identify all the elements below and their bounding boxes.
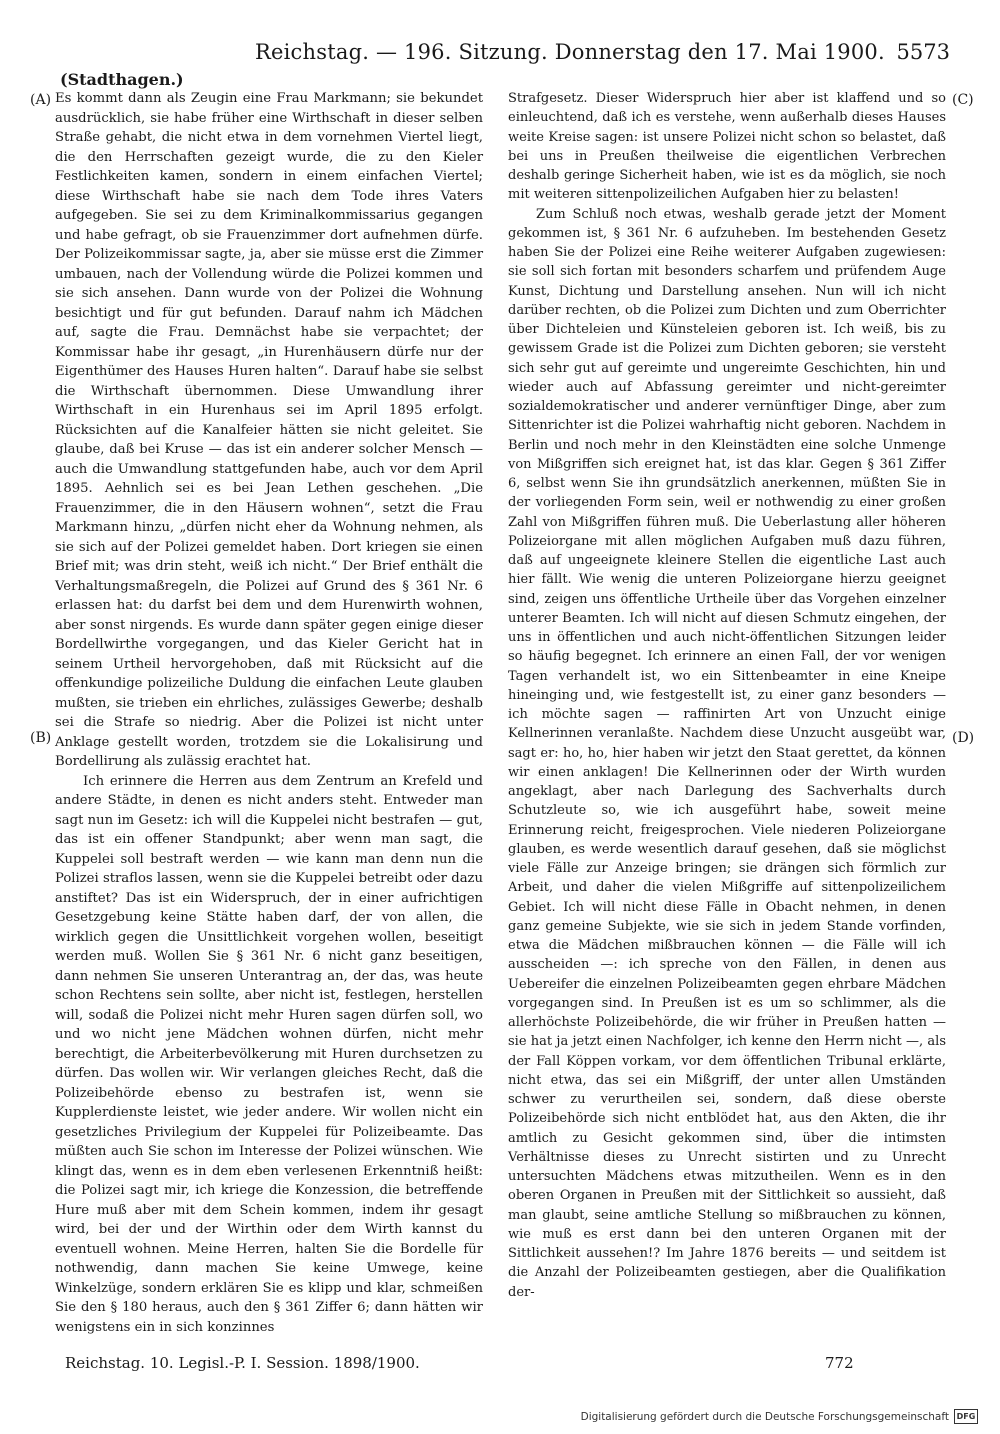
- left-paragraph-2: Ich erinnere die Herren aus dem Zentrum an Krefeld und andere Städte, in denen es nicht anders steht. Entweder man sagt nun im Gesetz: ich will die Kuppelei nicht bestrafen — gut, das ist ein offener Standpunkt; aber wenn man sagt, die Kuppelei soll bestraft werden — wie kann man denn nun die Polizei straflos lassen, wenn sie die Kuppelei betreibt oder dazu anstiftet? Das ist ein Widerspruch, der in einer aufrichtigen Gesetzgebung keine Stätte haben darf, der von allen, die wirklich gegen die Unsittlichkeit vorgehen wollen, beseitigt werden muß. Wollen Sie § 361 Nr. 6 nicht ganz beseitigen, dann nehmen Sie unseren Unterantrag an, der das, was heute schon Rechtens sein sollte, aber nicht ist, festlegen, herstellen will, sodaß die Polizei nicht mehr Huren sagen dürfen soll, wo und wo nicht jene Mädchen wohnen dürfen, nicht mehr berechtigt, die Arbeiterbevölkerung mit Huren durchsetzen zu dürfen. Das wollen wir. Wir verlangen gleiches Recht, daß die Polizeibehörde ebenso zu bestrafen ist, wenn sie Kupplerdienste leistet, wie jeder andere. Wir wollen nicht ein gesetzliches Privilegium der Kuppelei für Polizeibeamte. Das müßten auch Sie schon im Interesse der Polizei wünschen. Wie klingt das, wenn es in dem eben verlesenen Erkenntniß heißt: die Polizei sagt mir, ich kriege die Konzession, die betreffende Hure muß aber mit dem Schein kommen, indem ihr gesagt wird, bei der und der Wirthin oder dem Wirth kannst du eventuell wohnen. Meine Herren, halten Sie die Bordelle für nothwendig, dann machen Sie keine Umwege, keine Winkelzüge, sondern erklären Sie es klipp und klar, schmeißen Sie den § 180 heraus, auch den § 361 Ziffer 6; dann hätten wir wenigstens ein in sich konzinnes: [55, 773, 483, 1335]
- dfg-logo-icon: DFG: [954, 1409, 978, 1424]
- header-title: Reichstag. — 196. Sitzung. Donnerstag den 17. Mai 1900.: [255, 40, 885, 64]
- margin-marker-a: (A): [30, 92, 52, 108]
- margin-marker-d: (D): [952, 730, 975, 746]
- footer-session-info: Reichstag. 10. Legisl.-P. I. Session. 1898/1900.: [65, 1354, 420, 1372]
- page-header: [60, 40, 950, 70]
- margin-marker-b: (B): [30, 730, 52, 746]
- speaker-name: (Stadthagen.): [60, 70, 184, 89]
- left-paragraph-1: Es kommt dann als Zeugin eine Frau Markmann; sie bekundet ausdrücklich, sie habe früher eine Wirthschaft in dieser selben Straße gehabt, die nicht etwa in dem vornehmen Viertel liegt, die den Herrschaften gezeigt wurde, die zu den Kieler Festlichkeiten kamen, sondern in einem einfachen Viertel; diese Wirthschaft habe sie nach dem Tode ihres Vaters aufgegeben. Sie sei zu dem Kriminalkommissarius gegangen und habe gefragt, ob sie Frauenzimmer dort aufnehmen dürfe. Der Polizeikommissar sagte, ja, aber sie müsse erst die Zimmer umbauen, nach der Vollendung würde die Polizei kommen und sie sich ansehen. Dann wurde von der Polizei die Wohnung besichtigt und für gut befunden. Darauf nahm ich Mädchen auf, sagte die Frau. Demnächst habe sie verpachtet; der Kommissar habe ihr gesagt, „in Hurenhäusern dürfe nur der Eigenthümer des Hauses Huren halten“. Darauf habe sie selbst die Wirthschaft übernommen. Diese Umwandlung ihrer Wirthschaft in ein Hurenhaus sei im April 1895 erfolgt. Rücksichten auf die Kanalfeier hätten sie nicht geleitet. Sie glaube, daß bei Kruse — das ist ein anderer solcher Mensch — auch die Umwandlung stattgefunden habe, auch vor dem April 1895. Aehnlich sei es bei Jean Lethen geschehen. „Die Frauenzimmer, die in den Häusern wohnen“, setzt die Frau Markmann hinzu, „dürfen nicht eher da Wohnung nehmen, als sie sich auf der Polizei gemeldet haben. Dort kriegen sie einen Brief mit; was drin steht, weiß ich nicht.“ Der Brief enthält die Verhaltungsmaßregeln, die Polizei auf Grund des § 361 Nr. 6 erlassen hat: du darfst bei dem und dem Hurenwirth wohnen, aber sonst nirgends. Es wurde dann später gegen einige dieser Bordellwirthe vorgegangen, und das Kieler Gericht hat in seinem Urtheil hervorgehoben, daß mit Rücksicht auf die offenkundige polizeiliche Duldung die einfachen Leute glauben mußten, sie trieben ein ehrliches, zulässiges Gewerbe; deshalb sei die Strafe so niedrig. Aber die Polizei ist nicht unter Anklage gestellt worden, trotzdem sie die Lokalisirung und Bordellirung als zulässig erachtet hat.: [55, 91, 483, 769]
- right-paragraph-2: Zum Schluß noch etwas, weshalb gerade jetzt der Moment gekommen ist, § 361 Nr. 6 aufzuheben. Im bestehenden Gesetz haben Sie der Polizei eine Reihe weiterer Aufgaben zugewiesen: sie soll sich fortan mit besonders scharfem und prüfendem Auge Kunst, Dichtung und Darstellung ansehen. Nun will ich nicht darüber rechten, ob die Polizei zum Dichten und zum Oberrichter über Dichteleien und Künsteleien geboren ist. Ich weiß, bis zu gewissem Grade ist die Polizei zum Dichten geboren; sie versteht sich sehr gut auf gereimte und ungereimte Geschichten, hin und wieder auch auf Abfassung gereimter und nicht-gereimter sozialdemokratischer und anderer vernünftiger Dinge, aber zum Sittenrichter ist die Polizei wahrhaftig nicht geboren. Nachdem in Berlin und noch mehr in den Kleinstädten eine solche Unmenge von Mißgriffen sich ereignet hat, ist das klar. Gegen § 361 Ziffer 6, selbst wenn Sie ihn grundsätzlich anerkennen, müßten Sie in der vorliegenden Form sein, weil er nothwendig zu einer großen Zahl von Mißgriffen führen muß. Die Ueberlastung aller höheren Polizeiorgane mit allen möglichen Aufgaben muß dazu führen, daß auf ungeeignete kleinere Stellen die eigentliche Last auch hier fällt. Wie wenig die unteren Polizeiorgane hierzu geeignet sind, zeigen uns öffentliche Urtheile über das Vorgehen einzelner unterer Beamten. Ich will nicht auf diesen Schmutz eingehen, der uns in öffentlichen und auch nicht-öffentlichen Sitzungen leider so häufig begegnet. Ich erinnere an einen Fall, der vor wenigen Tagen verhandelt ist, wo ein Sittenbeamter in eine Kneipe hineinging und, wie festgestellt ist, zu einer ganz besonders — ich möchte sagen — raffinirten Art von Unzucht einige Kellnerinnen veranlaßte. Nachdem diese Unzucht ausgeübt war, sagt er: ho, ho, hier haben wir jetzt den Staat gerettet, da können wir einen anklagen! Die Kellnerinnen oder der Wirth wurden angeklagt, aber nach Darlegung des Sachverhalts durch Schutzleute so, wie ich ausgeführt habe, soweit meine Erinnerung reicht, freigesprochen. Viele niederen Polizeiorgane glauben, es werde wesentlich darauf gesehen, daß sie möglichst viele Fälle zur Anzeige bringen; sie drängen sich förmlich zur Arbeit, und daher die vielen Mißgriffe auf sittenpolizeilichem Gebiet. Ich will nicht diese Fälle in Obacht nehmen, in denen ganz gemeine Subjekte, wie sie sich in jedem Stande vorfinden, etwa die Mädchen mißbrauchen können — die Fälle will ich ausscheiden —: ich spreche von den Fällen, in denen aus Uebereifer die einzelnen Polizeibeamten gegen ehrbare Mädchen vorgegangen sind. In Preußen ist es um so schlimmer, als die allerhöchste Polizeibehörde, die wir früher in Preußen hatten — sie hat ja jetzt einen Nachfolger, ich kenne den Herrn nicht —, als der Fall Köppen vorkam, vor dem öffentlichen Tribunal erklärte, nicht etwa, das sei ein Mißgriff, der unter allen Umständen schwer zu verurtheilen sei, sondern, daß diese oberste Polizeibehörde sich nicht entblödet hat, aus den Akten, die ihr amtlich zu Gesicht gekommen sind, über die intimsten Verhältnisse dieses zu Unrecht sistirten und zu Unrecht untersuchten Mädchens etwas mitzutheilen. Wenn es in den oberen Organen in Preußen mit der Sittlichkeit so aussieht, daß man glaubt, seine amtliche Stellung so mißbrauchen zu können, wie muß es erst dann bei den unteren Organen mit der Sittlichkeit aussehen!? Im Jahre 1876 bereits — und seitdem ist die Anzahl der Polizeibeamten gestiegen, aber die Qualifikation der-: [508, 206, 946, 1300]
- digitization-notice: [581, 1409, 978, 1424]
- page-number: 5573: [896, 40, 950, 64]
- right-paragraph-1: Strafgesetz. Dieser Widerspruch hier aber ist klaffend und so einleuchtend, daß ich es verstehe, wenn außerhalb dieses Hauses weite Kreise sagen: ist unsere Polizei nicht schon so belastet, daß bei uns in Preußen theilweise die eigentlichen Verbrechen deshalb geringe Sicherheit haben, wie ist es da möglich, sie noch mit weiteren sittenpolizeilichen Aufgaben hier zu belasten!: [508, 91, 946, 203]
- right-column: [508, 89, 946, 1302]
- digitization-notice-text: Digitalisierung gefördert durch die Deutsche Forschungsgemeinschaft: [580, 1410, 949, 1423]
- left-column: [55, 89, 483, 1337]
- margin-marker-c: (C): [952, 92, 974, 108]
- footer-sheet-number: 772: [825, 1354, 854, 1372]
